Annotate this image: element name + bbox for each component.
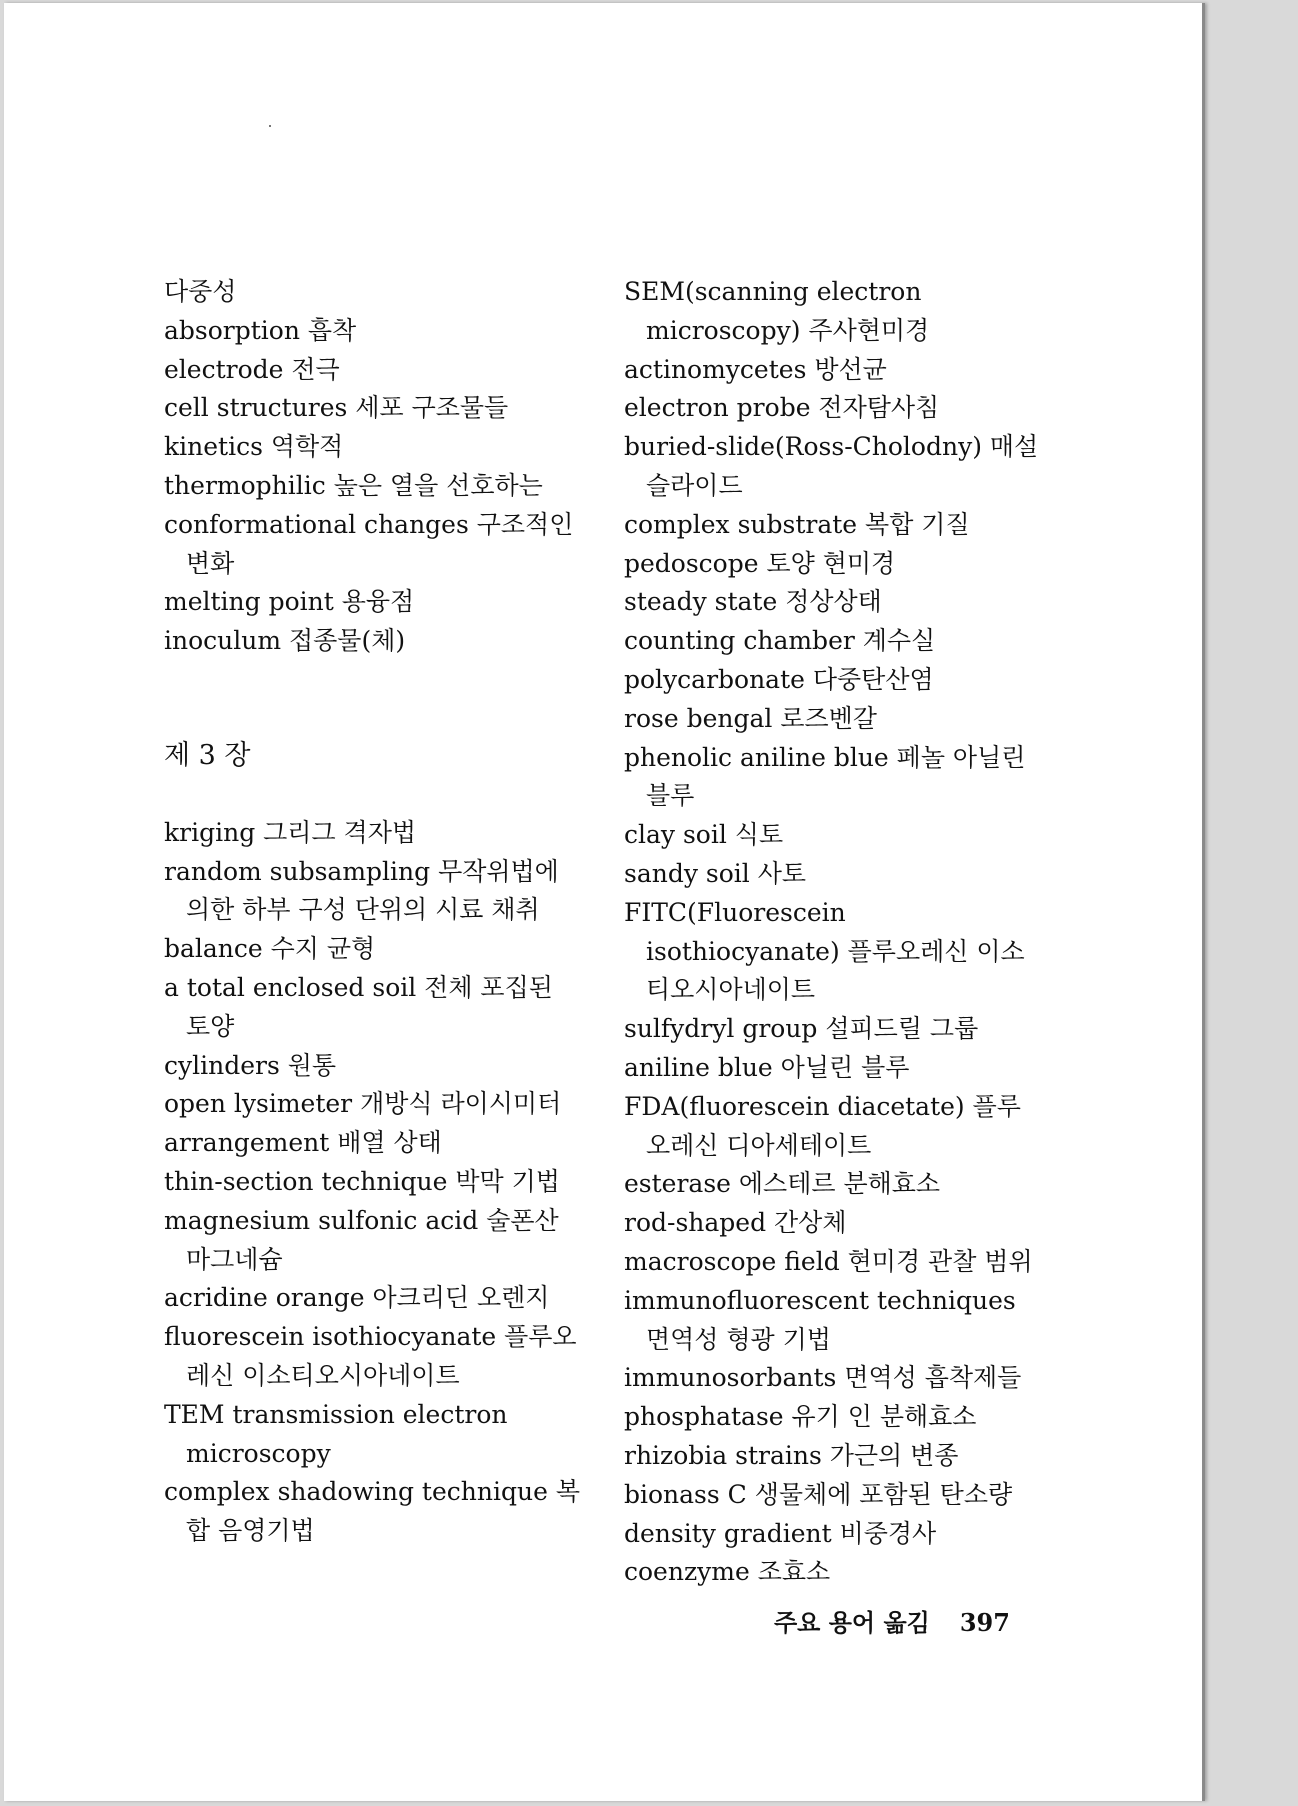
running-title: 주요 용어 옮김	[774, 1608, 930, 1637]
glossary-entry: electrode 전극	[164, 354, 340, 384]
glossary-entry: fluorescein isothiocyanate 플루오레신 이소티오시아네이트	[164, 1322, 577, 1390]
glossary-entry: actinomycetes 방선균	[624, 354, 887, 384]
glossary-entry: inoculum 접종물(체)	[164, 626, 406, 656]
glossary-entry: complex shadowing technique 복합 음영기법	[164, 1477, 580, 1546]
glossary-entry: counting chamber 계수실	[624, 626, 936, 656]
glossary-entry: pedoscope 토양 현미경	[624, 548, 896, 578]
glossary-entry: thermophilic 높은 열을 선호하는	[164, 470, 543, 500]
glossary-entry: cylinders 원통	[164, 1050, 337, 1080]
glossary-entry: FITC(Fluorescein isothiocyanate) 플루오레신 이소티오시아네이트	[624, 897, 1025, 1005]
glossary-entry: electron probe 전자탐사침	[624, 393, 940, 423]
glossary-entry: cell structures 세포 구조물들	[164, 393, 509, 423]
glossary-entry: immunofluorescent techniques 면역성 형광 기법	[624, 1285, 1016, 1354]
glossary-entry: random subsampling 무작위법에 의한 하부 구성 단위의 시료 채취	[164, 856, 559, 925]
glossary-entry: density gradient 비중경사	[624, 1518, 937, 1548]
glossary-entry: TEM transmission electron microscopy	[164, 1399, 508, 1468]
glossary-entry: rod-shaped 간상체	[624, 1208, 847, 1238]
glossary-entry: balance 수지 균형	[164, 934, 376, 964]
glossary-entry: coenzyme 조효소	[624, 1557, 831, 1587]
glossary-entry: a total enclosed soil 전체 포집된 토양	[164, 972, 553, 1041]
glossary-entry: phenolic aniline blue 페놀 아닐린 블루	[624, 742, 1026, 811]
glossary-entry: kriging 그리그 격자법	[164, 817, 416, 847]
right-column	[624, 273, 1044, 1592]
glossary-entry: rose bengal 로즈벤갈	[624, 703, 877, 733]
book-page	[4, 3, 1205, 1801]
glossary-entry: magnesium sulfonic acid 술폰산 마그네슘	[164, 1205, 559, 1274]
glossary-entry: rhizobia strains 가근의 변종	[624, 1440, 959, 1470]
glossary-entry: open lysimeter 개방식 라이시미터	[164, 1089, 562, 1119]
glossary-entry: melting point 용융점	[164, 587, 415, 617]
glossary-entry: acridine orange 아크리딘 오렌지	[164, 1283, 550, 1313]
spacer	[164, 661, 584, 737]
glossary-entry: SEM(scanning electron microscopy) 주사현미경	[624, 277, 930, 345]
chapter-heading: 제 3 장	[164, 739, 251, 771]
glossary-entry: 다중성	[164, 277, 237, 306]
glossary-entry: thin-section technique 박막 기법	[164, 1166, 560, 1196]
page-number: 397	[959, 1608, 1010, 1637]
glossary-entry: steady state 정상상태	[624, 587, 882, 617]
glossary-entry: polycarbonate 다중탄산염	[624, 664, 934, 694]
glossary-entry: complex substrate 복합 기질	[624, 509, 970, 539]
glossary-entry: phosphatase 유기 인 분해효소	[624, 1402, 977, 1432]
glossary-entry: immunosorbants 면역성 흡착제들	[624, 1363, 1022, 1393]
glossary-entry: absorption 흡착	[164, 315, 357, 345]
speck-mark	[269, 125, 271, 127]
glossary-entry: FDA(fluorescein diacetate) 플루오레신 디아세테이트	[624, 1091, 1021, 1160]
left-column	[164, 273, 584, 1551]
glossary-entry: aniline blue 아닐린 블루	[624, 1052, 910, 1082]
glossary-entry: esterase 에스테르 분해효소	[624, 1169, 941, 1199]
glossary-entry: buried-slide(Ross-Cholodny) 매설 슬라이드	[624, 432, 1039, 500]
glossary-entry: conformational changes 구조적인 변화	[164, 509, 574, 578]
glossary-entry: sulfydryl group 설피드릴 그룹	[624, 1014, 979, 1044]
glossary-entry: bionass C 생물체에 포함된 탄소량	[624, 1479, 1013, 1509]
glossary-entry: sandy soil 사토	[624, 858, 807, 888]
glossary-entry: kinetics 역학적	[164, 432, 344, 462]
glossary-entry: arrangement 배열 상태	[164, 1128, 442, 1158]
glossary-entry: clay soil 식토	[624, 820, 784, 850]
page-footer	[774, 1603, 1010, 1638]
glossary-entry: macroscope field 현미경 관찰 범위	[624, 1246, 1033, 1276]
